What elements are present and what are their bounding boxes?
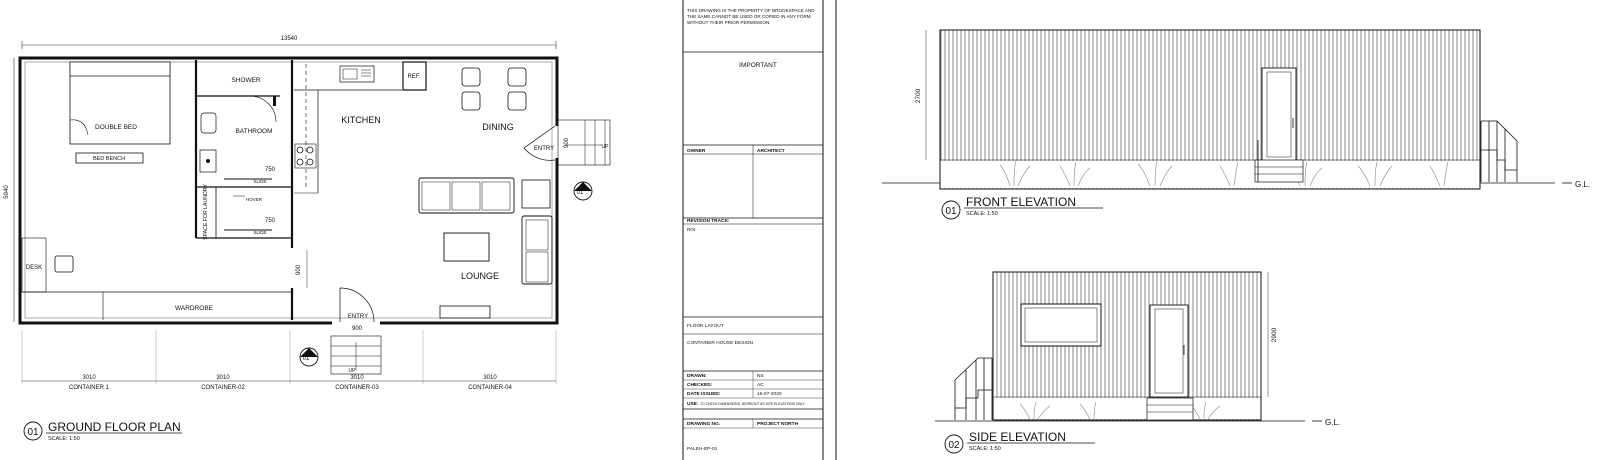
overall-height-dim: 5940: [4, 185, 10, 199]
sofa-side: [522, 216, 552, 284]
slide-dim-1: 750: [264, 167, 276, 173]
side-door-steps: [1147, 398, 1193, 420]
overall-width-dim: 13540: [280, 36, 298, 42]
plan-scale: SCALE: 1:50: [48, 436, 80, 442]
side-ground-label: G.L.: [1325, 418, 1341, 427]
entry-bottom-dim: 900: [351, 326, 363, 332]
front-ground-label: G.L.: [1575, 180, 1591, 189]
front-elevation-title-text: FRONT ELEVATION: [966, 195, 1077, 209]
plan-title-text: GROUND FLOOR PLAN: [48, 420, 181, 434]
entry-bottom-label: ENTRY: [347, 314, 369, 320]
drawing-no-label: DRAWING NO.: [687, 422, 721, 427]
front-elevation-title: [942, 195, 1103, 219]
side-window: [1021, 304, 1101, 346]
section-marker-right: [574, 182, 592, 200]
container-4-label: CONTAINER-04: [468, 385, 512, 391]
section-marker-bottom: [300, 348, 318, 366]
front-elevation-number: 01: [945, 206, 957, 217]
checked-label: CHECKED:: [687, 383, 713, 388]
entry-right-label: ENTRY: [533, 146, 555, 152]
slide-label-2: SLIDE: [253, 230, 267, 235]
revision-track-label: REVISION TRACK:: [687, 219, 730, 224]
front-door: [1262, 68, 1296, 161]
entry-right-dim: 900: [564, 137, 570, 149]
bed-bench-label: BED BENCH: [92, 156, 126, 162]
dining-label: DINING: [482, 122, 514, 132]
hover-label: HOVER: [246, 197, 263, 202]
revision-value: R04: [687, 227, 696, 232]
coffee-table: [444, 233, 489, 261]
side-stairs: [955, 358, 992, 420]
side-elevation-number: 02: [948, 440, 960, 451]
double-bed: [70, 62, 170, 144]
wardrobe-label: WARDROBE: [174, 305, 214, 312]
copyright-notice: THIS DRAWING IS THE PROPERTY OF BROOKSPACE AND THE SAME CANNOT BE USED OR COPIED IN ANY FORM WITHOUT THEIR PRIOR PERMISSION.: [687, 8, 815, 26]
date-label: DATE ISSUED:: [687, 392, 721, 397]
sofa-three-seat: [419, 178, 514, 213]
svg-text:01: 01: [302, 356, 310, 362]
project-north-label: PROJECT NORTH: [757, 422, 799, 427]
svg-text:01: 01: [576, 190, 584, 196]
side-table: [522, 180, 550, 208]
use-value: TO CHECK DIMENSIONS, WORKOUT AS SITE ELEVATIONS ONLY: [700, 402, 805, 406]
fridge-label: REF.: [407, 74, 421, 80]
date-value: 16-07-2020: [757, 392, 782, 397]
drawing-no-value: PALEH-EP-01: [687, 447, 718, 452]
dining-chairs: [462, 68, 526, 110]
side-elevation: [935, 272, 1340, 453]
design-name: CONTAINER HOUSE DESIGN: [687, 341, 754, 346]
owner-label: OWNER: [687, 149, 706, 154]
front-elevation: [882, 30, 1590, 219]
cooktop: [295, 144, 316, 168]
side-elevation-scale: SCALE: 1:50: [969, 446, 1001, 452]
corridor-dim: 900: [296, 264, 302, 276]
desk-chair: [55, 256, 73, 272]
side-door: [1150, 305, 1188, 397]
drawn-value: NS: [757, 374, 764, 379]
use-label: USE:: [687, 402, 699, 407]
bathroom-label: BATHROOM: [235, 128, 273, 135]
floor-layout-label: FLOOR LAYOUT: [687, 324, 724, 329]
container-3-label: CONTAINER-03: [335, 385, 379, 391]
slide-dim-2: 750: [264, 218, 276, 224]
side-elevation-title: [945, 430, 1095, 453]
double-bed-label: DOUBLE BED: [95, 124, 137, 131]
front-side-stairs: [1481, 121, 1517, 182]
kitchen-label: KITCHEN: [341, 115, 381, 125]
entry-steps-bottom: [331, 336, 381, 374]
front-elevation-scale: SCALE: 1:50: [966, 211, 998, 217]
container-1-width: 3010: [82, 375, 96, 381]
up-bottom-label: UP: [348, 368, 356, 374]
entry-door-right: [524, 126, 555, 160]
container-2-width: 3010: [216, 375, 230, 381]
ground-floor-plan: [4, 36, 610, 442]
toilet: [201, 113, 216, 133]
shower-label: SHOWER: [231, 77, 261, 84]
important-heading: IMPORTANT: [739, 62, 777, 69]
architect-label: ARCHITECT: [757, 149, 785, 154]
slide-label-1: SLIDE: [253, 179, 267, 184]
container-4-width: 3010: [483, 375, 497, 381]
container-2-label: CONTAINER-02: [201, 385, 245, 391]
plan-title: [24, 420, 182, 442]
plan-title-number: 01: [27, 427, 39, 438]
container-1-label: CONTAINER 1: [69, 385, 109, 391]
drawn-label: DRAWN:: [687, 374, 707, 379]
up-right-label: UP: [601, 144, 609, 150]
laundry-label: SPACE FOR LAUNDRY: [203, 184, 209, 240]
container-3-width: 3010: [350, 375, 364, 381]
tv-unit: [440, 306, 490, 318]
side-elevation-title-text: SIDE ELEVATION: [969, 430, 1066, 444]
front-height-dim: 2700: [915, 88, 922, 104]
checked-value: AC: [757, 383, 764, 388]
desk-label: DESK: [25, 265, 43, 271]
side-height-dim: 2900: [1271, 327, 1278, 343]
kitchen-sink: [340, 66, 374, 82]
lounge-label: LOUNGE: [460, 271, 500, 281]
title-block: [683, 0, 836, 460]
